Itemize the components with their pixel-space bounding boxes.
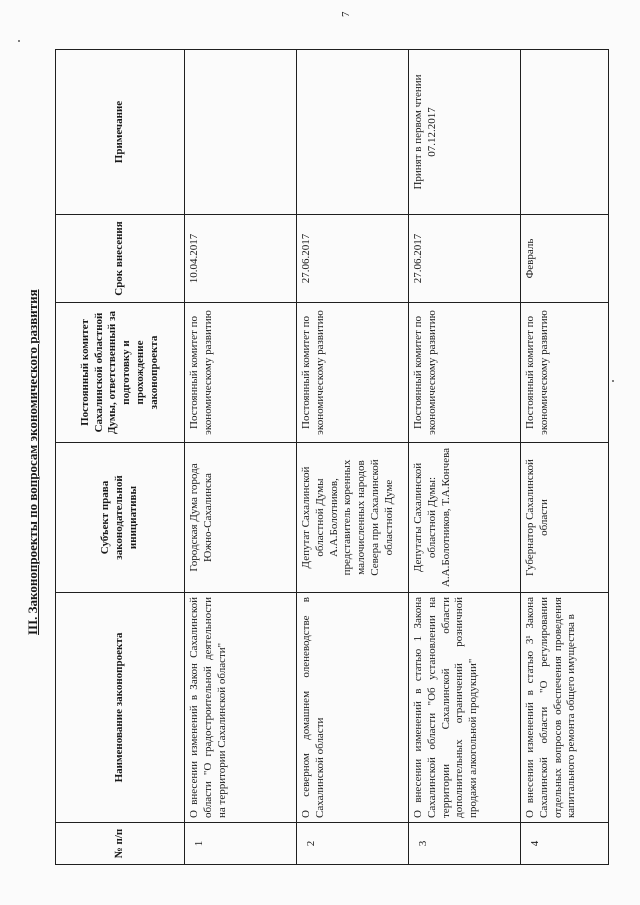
row-number: 4 [521,823,609,865]
col-header-number: № п/п [56,823,185,865]
bills-table [55,49,609,865]
table-row [409,50,521,865]
deadline: 27.06.2017 [297,215,409,303]
committee: Постоянный комитет по экономическому развитию [409,303,521,443]
col-header-initiative-subject: Субъект права законодательной инициативы [56,443,185,593]
committee: Постоянный комитет по экономическому развитию [297,303,409,443]
row-number: 3 [409,823,521,865]
table-header-row [56,50,185,865]
row-number: 2 [297,823,409,865]
bill-name: О внесении изменений в Закон Сахалинской области "О градостроительной деятельности на территории Сахалинской области" [185,593,297,823]
section-title: III. Законопроекты по вопросам экономического развития [25,289,40,635]
note [297,50,409,215]
bill-name: О северном домашнем оленеводстве в Сахалинской области [297,593,409,823]
page-number: 7 [340,11,352,17]
committee: Постоянный комитет по экономическому развитию [185,303,297,443]
bill-name: О внесении изменений в статью 3¹ Закона Сахалинской области "О регулировании отдельных вопросов обеспечения проведения капитального ремонта общего имущества в [521,593,609,823]
note [185,50,297,215]
col-header-bill-name: Наименование законопроекта [56,593,185,823]
deadline: 27.06.2017 [409,215,521,303]
initiative-subject: Депутат Сахалинской областной Думы А.А.Болотников, представитель коренных малочисленных народов Севера при Сахалинской областной Думе [297,443,409,593]
note [521,50,609,215]
table-row [521,50,609,865]
deadline: Февраль [521,215,609,303]
row-number: 1 [185,823,297,865]
table-row [185,50,297,865]
note: Принят в первом чтении 07.12.2017 [409,50,521,215]
committee: Постоянный комитет по экономическому развитию [521,303,609,443]
bill-name: О внесении изменений в статью 1 Закона Сахалинской области "Об установлении на территории Сахалинской области дополнительных ограничений розничной продажи алкогольной продукции" [409,593,521,823]
initiative-subject: Губернатор Сахалинской области [521,443,609,593]
table-row [297,50,409,865]
deadline: 10.04.2017 [185,215,297,303]
col-header-deadline: Срок внесения [56,215,185,303]
initiative-subject: Городская Дума города Южно-Сахалинска [185,443,297,593]
initiative-subject: Депутаты Сахалинской областной Думы: А.А.Болотников, Т.А.Кончева [409,443,521,593]
col-header-committee: Постоянный комитет Сахалинской областной Думы, ответственный за подготовку и прохождение законопроекта [56,303,185,443]
col-header-note: Примечание [56,50,185,215]
